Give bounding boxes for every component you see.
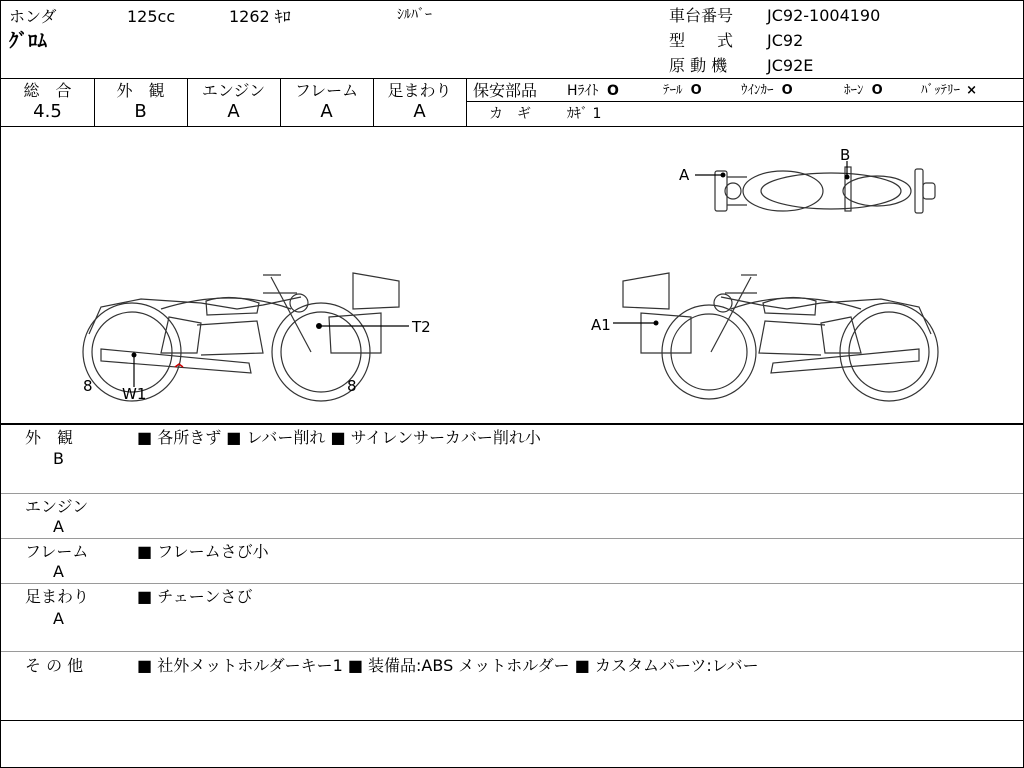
- section-grade-frame: A: [53, 562, 64, 581]
- section-notes-frame: ■ フレームさび小: [137, 542, 269, 561]
- model-name: ｸﾞﾛﾑ: [9, 30, 48, 52]
- section-label-exterior: 外 観: [25, 428, 74, 447]
- divider: [466, 78, 467, 126]
- safety-item-mark: O: [781, 83, 793, 98]
- divider: [1, 423, 1023, 425]
- divider: [1, 538, 1023, 539]
- score-label: 足まわり: [387, 81, 452, 100]
- section-label-other: そ の 他: [25, 656, 84, 675]
- label-a1: A1: [591, 316, 611, 334]
- safety-item-name: ﾎｰﾝ: [844, 83, 864, 98]
- safety-item-name: ﾃｰﾙ: [663, 83, 683, 98]
- score-engine: [187, 81, 280, 125]
- section-grade-exterior: B: [53, 449, 64, 468]
- divider: [1, 651, 1023, 652]
- label-t2: T2: [412, 318, 431, 336]
- engine-value: JC92E: [767, 56, 814, 75]
- score-overall: [1, 81, 94, 125]
- divider: [1, 583, 1023, 584]
- section-label-engine: エンジン: [25, 497, 89, 516]
- safety-item-mark: O: [690, 83, 702, 98]
- safety-item-battery: [921, 82, 977, 100]
- type-value: JC92: [767, 31, 804, 50]
- motorcycle-diagram: [1, 127, 1023, 423]
- score-frame: [280, 81, 373, 125]
- safety-item-mark: ×: [966, 83, 978, 98]
- divider: [1, 78, 1023, 79]
- safety-item-name: Hﾗｲﾄ: [567, 83, 599, 99]
- label-front-8: 8: [347, 377, 357, 395]
- safety-item-headlight: [567, 82, 619, 100]
- safety-item-mark: O: [871, 83, 883, 98]
- section-notes-other: ■ 社外メットホルダーキー1 ■ 装備品:ABS メットホルダー ■ カスタムパーツ:レバー: [137, 656, 759, 675]
- score-suspension: [373, 81, 466, 125]
- key-value: ｶｷﾞ 1: [567, 106, 602, 122]
- divider: [467, 101, 1023, 102]
- divider: [1, 720, 1023, 721]
- section-grade-engine: A: [53, 517, 64, 536]
- section-grade-suspension: A: [53, 609, 64, 628]
- frame-no-label: 車台番号: [669, 6, 734, 25]
- label-rear-8: 8: [83, 377, 93, 395]
- score-label: 外 観: [116, 81, 165, 100]
- safety-label: 保安部品: [473, 81, 538, 100]
- score-value: A: [320, 101, 333, 122]
- key-label: カ ギ: [489, 106, 531, 122]
- label-top-b: B: [840, 146, 851, 164]
- divider: [1, 493, 1023, 494]
- safety-item-winker: [741, 82, 793, 100]
- score-value: 4.5: [33, 101, 62, 122]
- score-value: A: [227, 101, 240, 122]
- score-label: 総 合: [23, 81, 72, 100]
- score-value: B: [134, 101, 147, 122]
- safety-item-mark: O: [606, 83, 619, 99]
- bike-top-view: [715, 167, 935, 213]
- label-w1: W1: [122, 385, 147, 403]
- color: ｼﾙﾊﾞｰ: [397, 7, 432, 23]
- displacement: 125cc: [127, 7, 176, 26]
- safety-item-name: ｳｲﾝｶｰ: [741, 83, 774, 98]
- score-exterior: [94, 81, 187, 125]
- section-label-frame: フレーム: [25, 542, 89, 561]
- safety-item-tail: [663, 82, 702, 100]
- frame-no-value: JC92-1004190: [767, 6, 881, 25]
- engine-label: 原 動 機: [669, 56, 728, 75]
- section-label-suspension: 足まわり: [25, 587, 90, 606]
- mileage: 1262 ｷﾛ: [229, 7, 291, 26]
- score-value: A: [413, 101, 426, 122]
- label-top-a: A: [679, 166, 690, 184]
- safety-item-horn: [844, 82, 883, 100]
- safety-item-name: ﾊﾞｯﾃﾘｰ: [921, 83, 960, 98]
- section-notes-suspension: ■ チェーンさび: [137, 587, 253, 606]
- score-label: フレーム: [294, 81, 359, 100]
- type-label: 型 式: [669, 31, 734, 50]
- score-label: エンジン: [201, 81, 266, 100]
- maker-name: ホンダ: [9, 7, 57, 26]
- section-notes-exterior: ■ 各所きず ■ レバー削れ ■ サイレンサーカバー削れ小: [137, 428, 541, 447]
- bike-right-side-view: [623, 273, 938, 401]
